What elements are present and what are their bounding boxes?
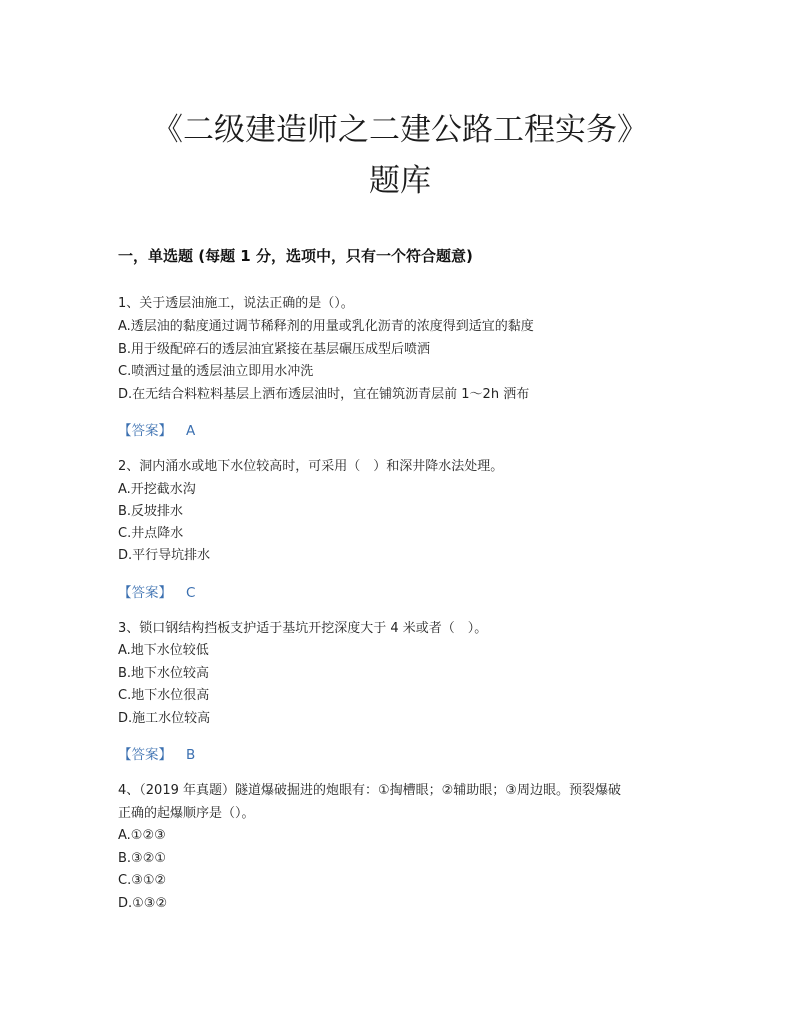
question-3-stem: 3、锁口钢结构挡板支护适于基坑开挖深度大于 4 米或者（ ）。: [118, 621, 488, 636]
section-heading: 一，单选题 (每题 1 分，选项中，只有一个符合题意): [118, 247, 473, 265]
document-title-line-2: 题库: [369, 163, 431, 199]
question-2-option-d: D.平行导坑排水: [118, 548, 211, 563]
question-4-option-b: B.③②①: [118, 851, 167, 866]
question-2-option-a: A.开挖截水沟: [118, 482, 196, 497]
question-1-answer: [118, 421, 195, 441]
question-3-option-c: C.地下水位很高: [118, 688, 210, 703]
question-1-option-b: B.用于级配碎石的透层油宜紧接在基层碾压成型后喷洒: [118, 342, 431, 357]
question-2-option-c: C.井点降水: [118, 526, 184, 541]
question-4-option-a: A.①②③: [118, 828, 166, 843]
question-1-option-d: D.在无结合料粒料基层上洒布透层油时，宜在铺筑沥青层前 1～2h 洒布: [118, 387, 530, 402]
answer-label: 【答案】: [118, 585, 172, 601]
question-3-option-b: B.地下水位较高: [118, 666, 210, 681]
question-4-stem-line-2: 正确的起爆顺序是（）。: [118, 806, 255, 821]
question-3-option-a: A.地下水位较低: [118, 643, 209, 658]
question-3-answer: [118, 745, 195, 765]
question-1-option-c: C.喷洒过量的透层油立即用水冲洗: [118, 364, 314, 379]
question-4-option-c: C.③①②: [118, 873, 167, 888]
question-1-option-a: A.透层油的黏度通过调节稀释剂的用量或乳化沥青的浓度得到适宜的黏度: [118, 319, 534, 334]
question-2-option-b: B.反坡排水: [118, 504, 184, 519]
answer-value: A: [186, 423, 196, 439]
document-title-line-1: 《二级建造师之二建公路工程实务》: [152, 112, 648, 148]
question-3-option-d: D.施工水位较高: [118, 711, 211, 726]
answer-label: 【答案】: [118, 423, 172, 439]
answer-value: B: [186, 747, 196, 763]
question-4-stem-line-1: 4、（2019 年真题）隧道爆破掘进的炮眼有：①掏槽眼；②辅助眼；③周边眼。预裂爆破: [118, 783, 621, 798]
question-1-stem: 1、关于透层油施工，说法正确的是（）。: [118, 296, 354, 311]
answer-label: 【答案】: [118, 747, 172, 763]
answer-value: C: [186, 585, 196, 601]
question-2-answer: [118, 583, 195, 603]
question-4-option-d: D.①③②: [118, 896, 168, 911]
question-2-stem: 2、洞内涌水或地下水位较高时，可采用（ ）和深井降水法处理。: [118, 459, 504, 474]
